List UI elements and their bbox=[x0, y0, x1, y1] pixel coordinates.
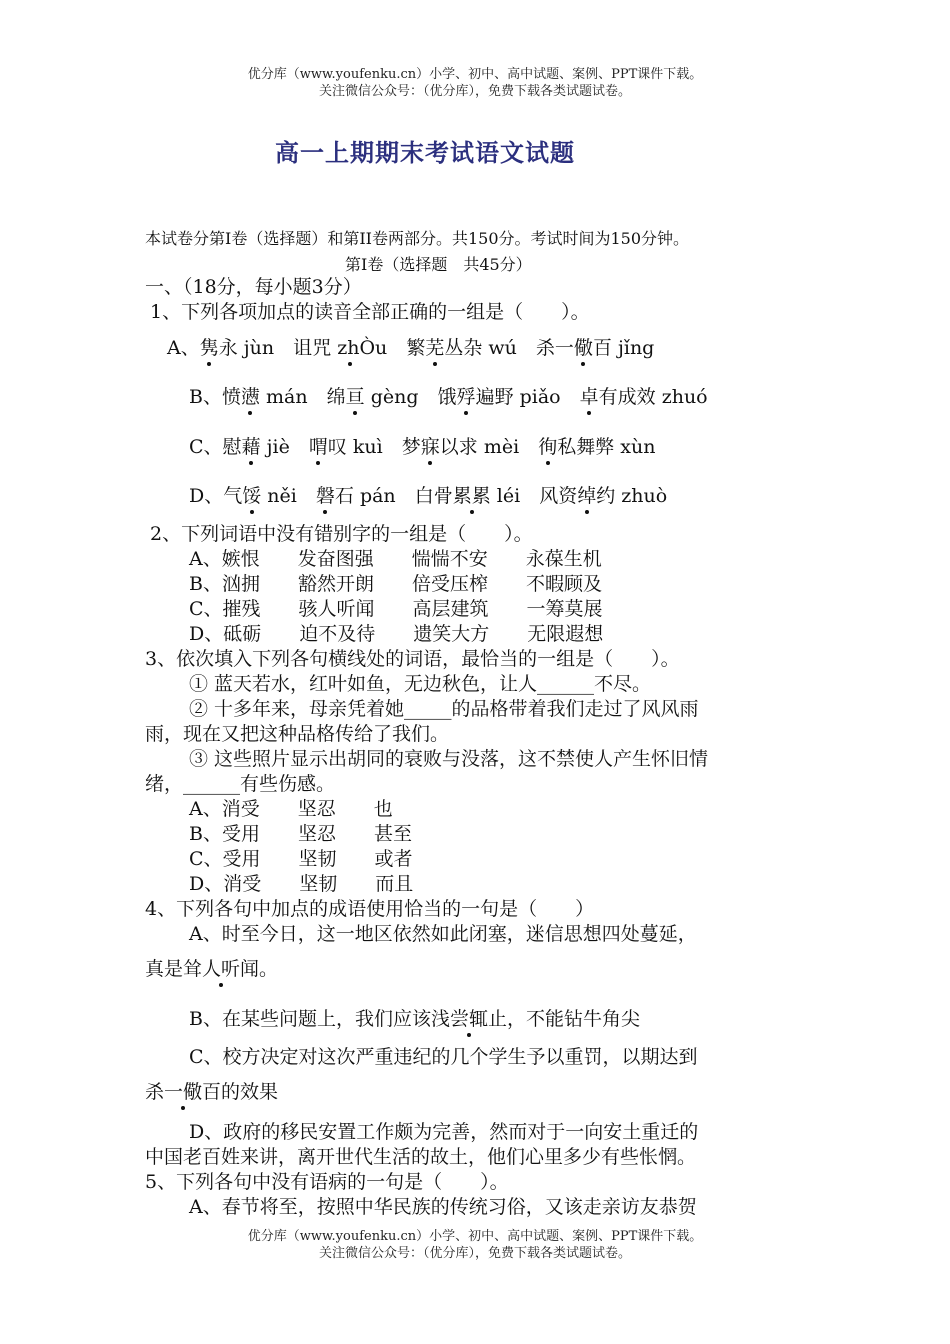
dotted-idiom: 杀一儆百 bbox=[145, 1081, 222, 1103]
q3-option-b: B、受用 坚忍 甚至 bbox=[189, 823, 412, 845]
q1-option-b: B、愤懑 mán 绵亘 gèng 饿殍遍野 piǎo 卓有成效 zhuó bbox=[189, 386, 708, 408]
q3-sentence-2-cont: 雨，现在又把这种品格传给了我们。 bbox=[145, 723, 450, 745]
q3-sentence-3-cont: 绪，______有些伤感。 bbox=[145, 773, 336, 795]
q1-option-c: C、慰藉 jiè 喟叹 kuì 梦寐以求 mèi 徇私舞弊 xùn bbox=[189, 436, 656, 458]
q1-option-a: A、隽永 jùn 诅咒 zhÒu 繁芜丛杂 wú 杀一儆百 jǐng bbox=[167, 337, 655, 359]
q2-option-c: C、摧残 骇人听闻 高层建筑 一筹莫展 bbox=[189, 598, 603, 620]
section-one-heading: 一、（18分，每小题3分） bbox=[145, 276, 362, 298]
q3-sentence-1: ① 蓝天若水，红叶如鱼，无边秋色，让人______不尽。 bbox=[189, 673, 652, 695]
q2-option-b: B、汹拥 豁然开朗 倍受压榨 不暇顾及 bbox=[189, 573, 602, 595]
q5-option-a: A、春节将至，按照中华民族的传统习俗，又该走亲访友恭贺 bbox=[189, 1196, 697, 1218]
q4-option-c-cont: 杀一儆百的效果 bbox=[145, 1081, 279, 1103]
q2-option-d: D、砥砺 迫不及待 遗笑大方 无限遐想 bbox=[189, 623, 604, 645]
q4-option-a: A、时至今日，这一地区依然如此闭塞，迷信思想四处蔓延， bbox=[189, 923, 697, 945]
dotted-idiom: 浅尝辄止 bbox=[430, 1008, 507, 1030]
page-header bbox=[0, 66, 950, 100]
header-line-1: 优分库（www.youfenku.cn）小学、初中、高中试题、案例、PPT课件下载。 bbox=[247, 67, 703, 82]
q4-stem: 4、下列各句中加点的成语使用恰当的一句是（ ） bbox=[145, 898, 595, 920]
q4-option-c: C、校方决定对这次严重违纪的几个学生予以重罚，以期达到 bbox=[189, 1046, 698, 1068]
footer-line-1: 优分库（www.youfenku.cn）小学、初中、高中试题、案例、PPT课件下载。 bbox=[247, 1229, 703, 1244]
footer-line-2: 关注微信公众号：（优分库），免费下载各类试题试卷。 bbox=[318, 1246, 631, 1261]
q3-option-c: C、受用 坚韧 或者 bbox=[189, 848, 413, 870]
q4-option-b: B、在某些问题上，我们应该浅尝辄止，不能钻牛角尖 bbox=[189, 1008, 640, 1030]
part-one-heading: 第I卷（选择题 共45分） bbox=[345, 255, 532, 274]
dotted-idiom: 耸人听闻 bbox=[183, 958, 260, 980]
q1-stem: 1、下列各项加点的读音全部正确的一组是（ ）。 bbox=[150, 301, 590, 323]
q5-stem: 5、下列各句中没有语病的一句是（ ）。 bbox=[145, 1171, 509, 1193]
q2-option-a: A、嫉恨 发奋图强 惴惴不安 永葆生机 bbox=[189, 548, 602, 570]
q4-option-d-cont: 中国老百姓来讲，离开世代生活的故土，他们心里多少有些怅惘。 bbox=[145, 1146, 697, 1168]
q3-option-a: A、消受 坚忍 也 bbox=[189, 798, 393, 820]
q1-option-d: D、气馁 něi 磐石 pán 白骨累累 léi 风资绰约 zhuò bbox=[189, 485, 668, 507]
exam-intro: 本试卷分第I卷（选择题）和第II卷两部分。共150分。考试时间为150分钟。 bbox=[145, 229, 690, 248]
q4-option-a-cont: 真是耸人听闻。 bbox=[145, 958, 279, 980]
q3-option-d: D、消受 坚韧 而且 bbox=[189, 873, 414, 895]
header-line-2: 关注微信公众号：（优分库），免费下载各类试题试卷。 bbox=[318, 84, 631, 99]
page-title: 高一上期期末考试语文试题 bbox=[275, 138, 575, 167]
q3-sentence-2: ② 十多年来，母亲凭着她_____的品格带着我们走过了风风雨 bbox=[189, 698, 699, 720]
q3-sentence-3: ③ 这些照片显示出胡同的衰败与没落，这不禁使人产生怀旧情 bbox=[189, 748, 709, 770]
q3-stem: 3、依次填入下列各句横线处的词语，最恰当的一组是（ ）。 bbox=[145, 648, 680, 670]
q2-stem: 2、下列词语中没有错别字的一组是（ ）。 bbox=[150, 523, 533, 545]
q4-option-d: D、政府的移民安置工作颇为完善，然而对于一向安土重迁的 bbox=[189, 1121, 699, 1143]
page-footer bbox=[0, 1228, 950, 1262]
